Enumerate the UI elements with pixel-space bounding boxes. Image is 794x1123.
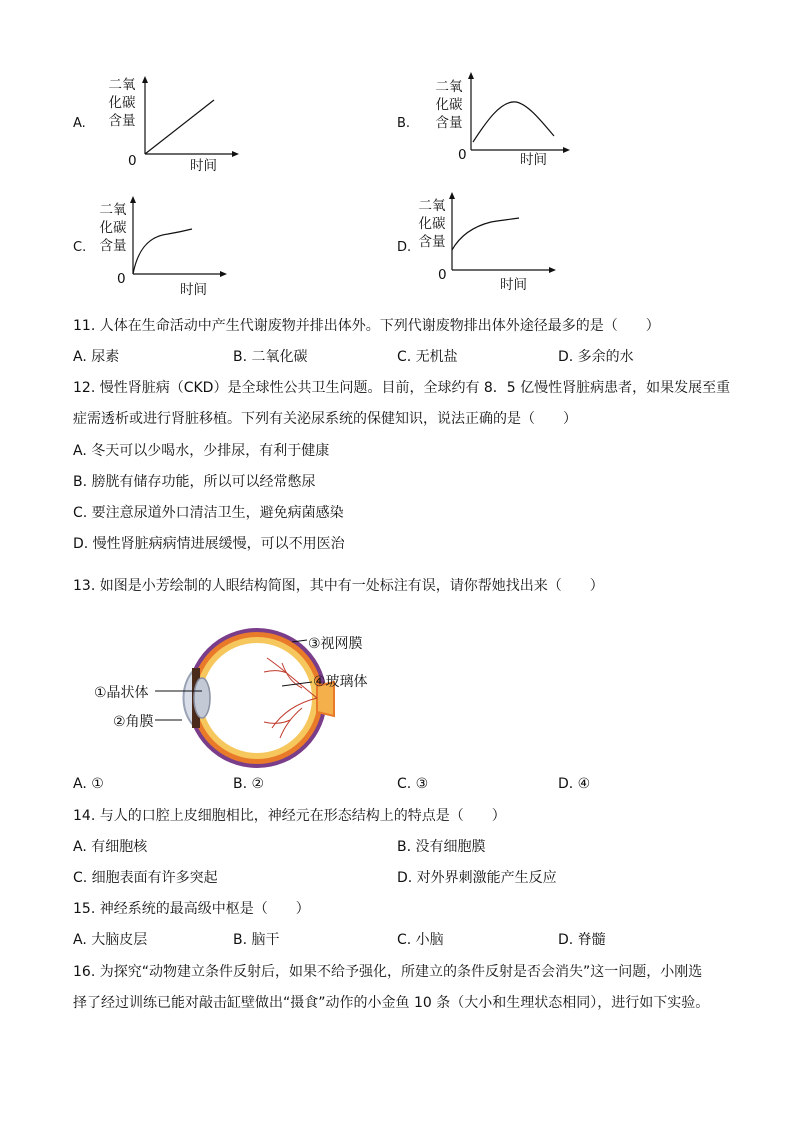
q11-option-d: D. 多余的水: [558, 349, 634, 365]
graph-d-plot: [447, 192, 557, 272]
graph-b-letter: B.: [397, 116, 411, 131]
ylabel-line: 化碳: [99, 220, 127, 236]
q12-option-c: C. 要注意尿道外口清洁卫生，避免病菌感染: [73, 505, 344, 521]
graph-a-plot: [140, 76, 240, 156]
ylabel-line: 化碳: [108, 95, 136, 111]
q14-option-c: C. 细胞表面有许多突起: [73, 870, 218, 886]
graph-d-letter: D.: [397, 240, 412, 255]
eye-vitreous: [202, 643, 312, 753]
q15-option-c: C. 小脑: [397, 932, 444, 948]
graph-b-plot: [466, 72, 571, 152]
graph-b-xlabel: 时间: [520, 152, 547, 168]
q16-stem-line2: 择了经过训练已能对敲击缸壁做出“摄食”动作的小金鱼 10 条（大小和生理状态相同），进行如下实验。: [73, 995, 710, 1011]
graph-d-xlabel: 时间: [500, 277, 527, 293]
ylabel-line: 含量: [435, 115, 463, 131]
graph-d-curve: [452, 218, 519, 250]
q11-option-b: B. 二氧化碳: [233, 349, 308, 365]
q12-option-d: D. 慢性肾脏病病情进展缓慢，可以不用医治: [73, 536, 345, 552]
q13-option-c: C. ③: [397, 776, 429, 792]
graph-d-origin: 0: [438, 267, 447, 283]
ylabel-line: 含量: [99, 238, 127, 254]
q12-stem-line1: 12. 慢性肾脏病（CKD）是全球性公共卫生问题。目前，全球约有 8．5 亿慢性肾脏病患者，如果发展至重: [73, 380, 731, 396]
eye-label-lens: ①晶状体: [94, 685, 149, 701]
ylabel-line: 二氧: [435, 79, 463, 95]
graph-c-ylabel: [95, 201, 131, 255]
ylabel-line: 二氧: [99, 202, 127, 218]
graph-a-letter: A.: [73, 116, 86, 131]
q12-stem-line2: 症需透析或进行肾脏移植。下列有关泌尿系统的保健知识，说法正确的是（ ）: [73, 411, 577, 427]
q15-option-b: B. 脑干: [233, 932, 280, 948]
q13-option-a: A. ①: [73, 776, 104, 792]
q14-option-d: D. 对外界刺激能产生反应: [397, 870, 557, 886]
graph-a-xlabel: 时间: [190, 158, 217, 174]
ylabel-line: 二氧: [418, 198, 446, 214]
ylabel-line: 含量: [418, 234, 446, 250]
graph-b-ylabel: [431, 78, 467, 132]
ylabel-line: 二氧: [108, 77, 136, 93]
eye-label-vitreous: ④玻璃体: [313, 674, 368, 690]
graph-c-origin: 0: [117, 271, 126, 287]
graph-c-plot: [128, 196, 228, 276]
eye-label-retina: ③视网膜: [308, 636, 363, 652]
graph-c-xlabel: 时间: [180, 282, 207, 298]
q12-option-b: B. 膀胱有储存功能，所以可以经常憋尿: [73, 474, 316, 490]
q14-option-a: A. 有细胞核: [73, 839, 148, 855]
ylabel-line: 化碳: [418, 216, 446, 232]
q15-option-d: D. 脊髓: [558, 932, 606, 948]
eye-leader-lines: [152, 690, 212, 730]
q11-stem: 11. 人体在生命活动中产生代谢废物并排出体外。下列代谢废物排出体外途径最多的是（ ）: [73, 318, 660, 334]
graph-c-letter: C.: [73, 240, 87, 255]
q14-option-b: B. 没有细胞膜: [397, 839, 486, 855]
graph-d-ylabel: [414, 197, 450, 251]
q11-option-a: A. 尿素: [73, 349, 120, 365]
graph-a-curve: [145, 100, 214, 154]
graph-b-curve: [473, 102, 554, 142]
graph-c-curve: [133, 229, 192, 274]
q13-option-b: B. ②: [233, 776, 265, 792]
graph-a-ylabel: [104, 76, 140, 130]
q12-option-a: A. 冬天可以少喝水，少排尿，有利于健康: [73, 443, 330, 459]
graph-b-origin: 0: [458, 147, 467, 163]
eye-label-cornea: ②角膜: [113, 714, 154, 730]
q11-option-c: C. 无机盐: [397, 349, 458, 365]
q13-stem: 13. 如图是小芳绘制的人眼结构简图，其中有一处标注有误，请你帮她找出来（ ）: [73, 578, 604, 594]
ylabel-line: 化碳: [435, 97, 463, 113]
ylabel-line: 含量: [108, 113, 136, 129]
q13-option-d: D. ④: [558, 776, 591, 792]
q15-stem: 15. 神经系统的最高级中枢是（ ）: [73, 901, 310, 917]
q15-option-a: A. 大脑皮层: [73, 932, 148, 948]
graph-a-origin: 0: [128, 153, 137, 169]
q14-stem: 14. 与人的口腔上皮细胞相比，神经元在形态结构上的特点是（ ）: [73, 808, 506, 824]
q16-stem-line1: 16. 为探究“动物建立条件反射后，如果不给予强化，所建立的条件反射是否会消失”这一问题，小刚选: [73, 964, 703, 980]
